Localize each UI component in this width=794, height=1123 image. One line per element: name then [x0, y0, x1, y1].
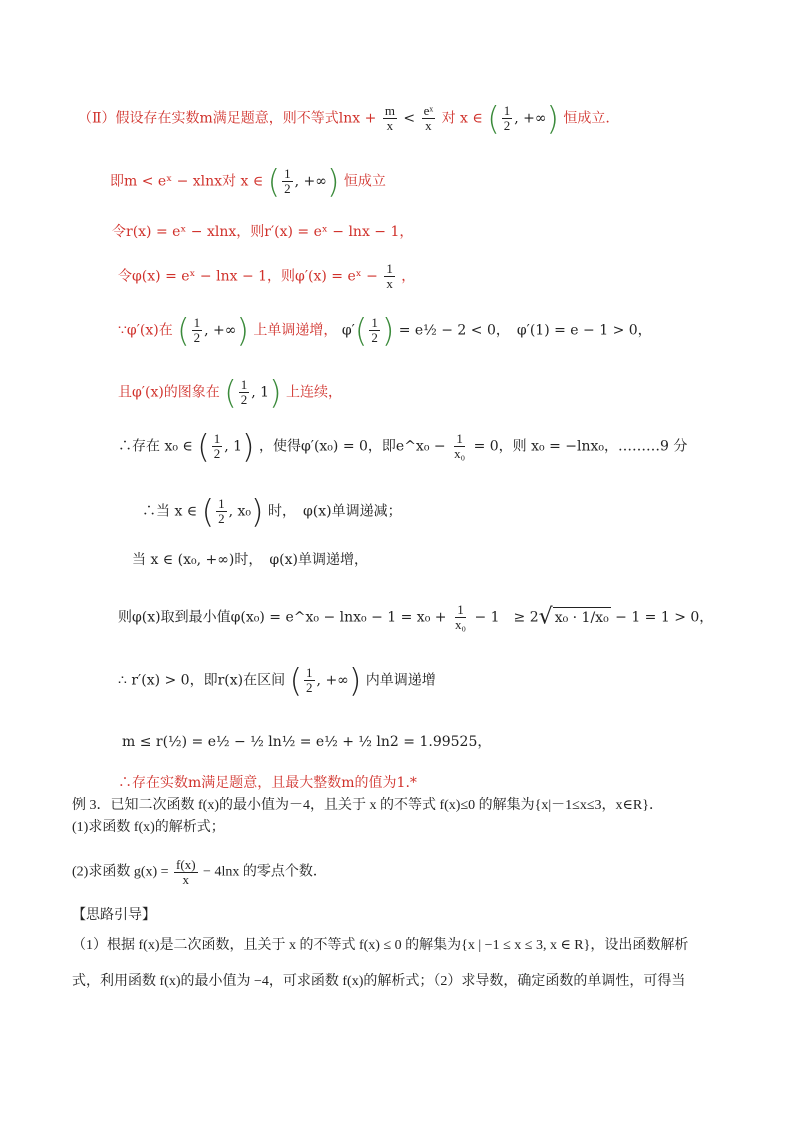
right-paren: )	[251, 492, 264, 531]
denominator: 2	[240, 392, 248, 407]
denominator: 2	[218, 511, 225, 526]
fraction	[502, 104, 513, 133]
text: 【思路引导】	[72, 908, 156, 923]
text: 内单调递增	[365, 672, 436, 689]
denominator: 2	[193, 330, 201, 345]
line-8	[142, 492, 402, 531]
line-10	[118, 603, 713, 632]
left-paren: (	[177, 311, 190, 350]
fraction	[282, 167, 293, 196]
text: ∴当 x ∈	[142, 503, 198, 520]
text: 对 x ∈	[441, 110, 483, 127]
text: 当 x ∈ (x₀, +∞)时， φ(x)单调递增，	[132, 552, 368, 568]
line-3	[112, 222, 413, 242]
line-13	[118, 773, 417, 793]
fraction	[212, 432, 223, 461]
left-paren: (	[201, 492, 215, 531]
denominator: x	[182, 872, 190, 887]
denominator: 2	[213, 446, 221, 461]
text: − 4lnx 的零点个数．	[203, 864, 327, 880]
line-7	[118, 427, 688, 466]
numerator: 1	[240, 377, 248, 392]
text: 恒成立.	[563, 110, 610, 127]
example-3-statement	[72, 796, 663, 816]
text: 时， φ(x)单调递减；	[267, 503, 402, 520]
text: 令r(x) = eˣ − xlnx，则r′(x) = eˣ − lnx − 1，	[112, 224, 414, 240]
numerator: m	[384, 103, 395, 118]
text: ∵φ′(x)在	[118, 322, 173, 339]
text: ∴存在实数m满足题意，且最大整数m的值为1.*	[118, 775, 417, 791]
fraction	[239, 378, 250, 407]
line-4	[118, 262, 415, 291]
line-11	[118, 661, 436, 700]
text: ∴ r′(x) > 0，即r(x)在区间	[118, 672, 286, 689]
interval-tail: , +∞	[316, 672, 349, 689]
hint-title	[72, 906, 156, 926]
right-paren: )	[381, 311, 395, 350]
right-paren: )	[269, 373, 282, 412]
denominator: 2	[284, 181, 291, 196]
interval-tail: , 1	[224, 438, 243, 455]
line-6	[118, 373, 342, 412]
numerator: 1	[218, 496, 225, 511]
text: 即m < eˣ − xlnx对 x ∈	[110, 173, 264, 190]
fraction	[383, 104, 397, 133]
text: 上单调递增，	[253, 322, 338, 339]
text: 且φ′(x)的图象在	[118, 384, 220, 401]
left-paren: (	[354, 311, 368, 350]
numerator: 1	[284, 166, 291, 181]
hint-line-2	[72, 972, 685, 992]
hint-line-1	[72, 936, 688, 956]
text: = 0，则 x₀ = −lnx₀，………9 分	[473, 438, 688, 455]
interval-tail: , +∞	[294, 173, 327, 190]
right-paren: )	[242, 427, 255, 466]
right-paren: )	[348, 661, 362, 700]
text: = e½ − 2 < 0， φ′(1) = e − 1 > 0，	[398, 322, 652, 339]
text: 式，利用函数 f(x)的最小值为 −4，可求函数 f(x)的解析式；（2）求导数，确定函数的单调性，可得当	[72, 974, 686, 989]
text: <	[403, 110, 416, 127]
numerator: 1	[371, 315, 378, 330]
left-paren: (	[487, 99, 500, 138]
text: 上连续，	[286, 384, 342, 401]
right-paren: )	[236, 311, 249, 350]
text: 令φ(x) = eˣ − lnx − 1，则φ′(x) = eˣ −	[118, 268, 378, 285]
fraction	[304, 666, 315, 695]
denominator: x	[425, 118, 432, 133]
numerator: 1	[193, 315, 201, 330]
sqrt-icon: √	[538, 604, 553, 630]
text: ∴存在 x₀ ∈	[118, 438, 193, 455]
numerator: 1	[457, 602, 464, 617]
text: φ′	[341, 322, 355, 339]
text: （1）根据 f(x)是二次函数，且关于 x 的不等式 f(x) ≤ 0 的解集为{x | −1 ≤ x ≤ 3, x ∈ R}，设出函数解析	[72, 938, 689, 953]
fraction	[216, 497, 227, 526]
text: 恒成立	[343, 173, 386, 190]
denominator: x₀	[454, 617, 467, 632]
text: (1)求函数 f(x)的解析式；	[72, 820, 225, 835]
example-3-q2	[72, 858, 327, 887]
fraction	[192, 316, 203, 345]
fraction	[422, 104, 436, 133]
interval-tail: , x₀	[228, 503, 252, 520]
example-3-q1	[72, 818, 225, 838]
numerator: 1	[456, 431, 463, 446]
right-paren: )	[546, 99, 559, 138]
left-paren: (	[224, 373, 237, 412]
fraction	[452, 432, 467, 461]
interval-tail: , +∞	[514, 110, 547, 127]
numerator: 1	[306, 665, 313, 680]
fraction	[453, 603, 468, 632]
text: ，	[401, 268, 416, 285]
text: − 1 ≥ 2	[474, 609, 539, 626]
numerator: eˣ	[423, 103, 434, 118]
text: 例 3．已知二次函数 f(x)的最小值为－4，且关于 x 的不等式 f(x)≤0 的解集为{x|－1≤x≤3，x∈R}．	[72, 798, 663, 813]
text: ，使得φ′(x₀) = 0，即e^x₀ −	[258, 438, 446, 455]
line-5	[118, 311, 652, 350]
denominator: 2	[503, 118, 511, 133]
left-paren: (	[267, 162, 281, 201]
line-12	[122, 732, 491, 752]
text: m ≤ r(½) = e½ − ½ ln½ = e½ + ½ ln2 = 1.99525，	[122, 734, 492, 750]
text: (2)求函数 g(x) =	[72, 864, 169, 880]
left-paren: (	[289, 661, 303, 700]
interval-tail: , +∞	[204, 322, 237, 339]
left-paren: (	[197, 427, 210, 466]
text: − 1 = 1 > 0，	[615, 609, 714, 626]
numerator: 1	[503, 103, 511, 118]
denominator: 2	[306, 680, 313, 695]
numerator: f(x)	[176, 857, 196, 872]
denominator: x	[386, 276, 393, 291]
fraction	[369, 316, 380, 345]
denominator: x	[386, 118, 394, 133]
line-1	[78, 99, 610, 138]
interval-tail: , 1	[251, 384, 270, 401]
denominator: 2	[371, 330, 378, 345]
text: （Ⅱ）假设存在实数m满足题意，则不等式lnx +	[78, 110, 377, 127]
fraction	[384, 262, 395, 291]
line-2	[110, 162, 386, 201]
sqrt-content: x₀ · 1/x₀	[553, 607, 611, 628]
line-9	[132, 550, 368, 570]
denominator: x₀	[454, 446, 466, 461]
numerator: 1	[386, 261, 393, 276]
numerator: 1	[213, 431, 221, 446]
fraction	[174, 858, 198, 887]
right-paren: )	[326, 162, 340, 201]
text: 则φ(x)取到最小值φ(x₀) = e^x₀ − lnx₀ − 1 = x₀ +	[118, 609, 447, 626]
